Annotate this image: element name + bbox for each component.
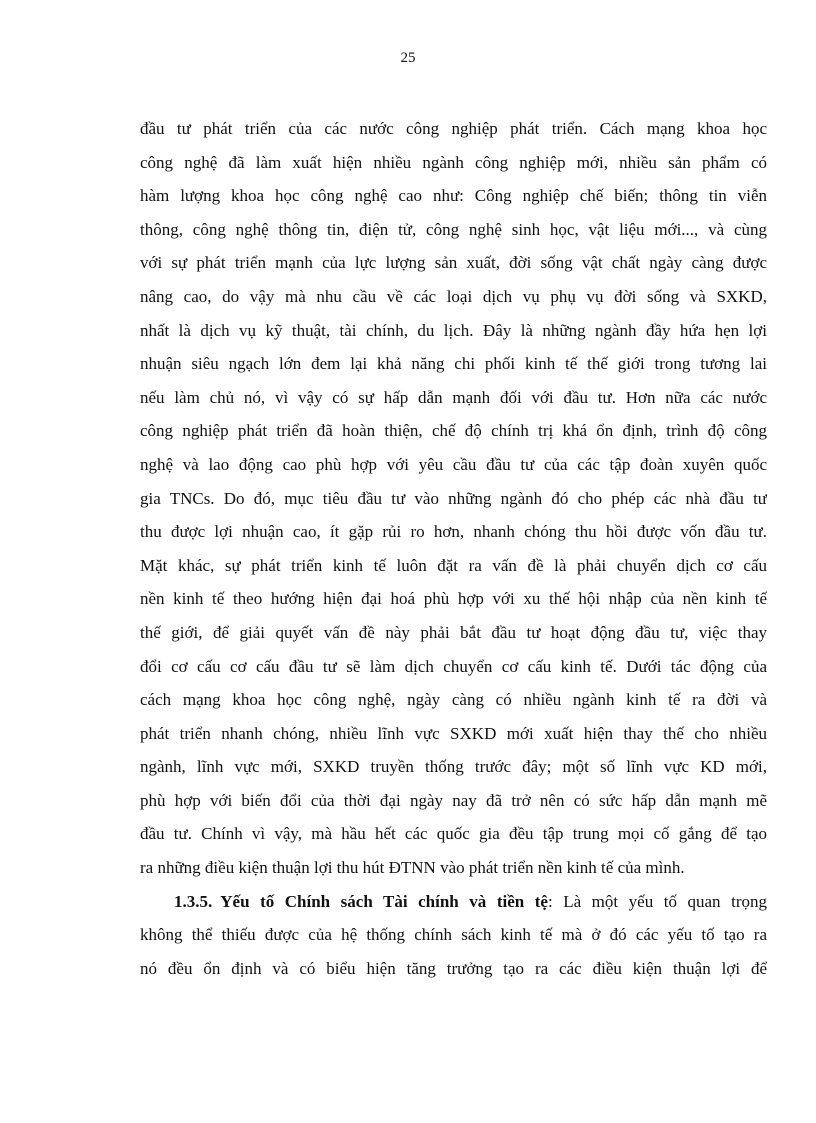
text-line: phù hợp với biến đổi của thời đại ngày nay đã trở nên có sức hấp dẫn mạnh mẽ — [140, 790, 767, 810]
section-intro-text: : Là một yếu tố quan trọng — [547, 891, 767, 911]
section-title: Yếu tố Chính sách Tài chính và tiền tệ — [220, 891, 548, 911]
text-line: cách mạng khoa học công nghệ, ngày càng có nhiều ngành kinh tế ra đời và — [140, 690, 767, 710]
section-heading-line — [140, 885, 767, 919]
text-line: nhất là dịch vụ kỹ thuật, tài chính, du lịch. Đây là những ngành đầy hứa hẹn lợi — [140, 320, 767, 340]
text-line: không thể thiếu được của hệ thống chính sách kinh tế mà ở đó các yếu tố tạo ra — [140, 925, 767, 945]
paragraph-investment-development — [140, 112, 767, 885]
text-line: phát triển nhanh chóng, nhiều lĩnh vực SXKD mới xuất hiện thay thế cho nhiều — [140, 723, 767, 743]
text-line: thông, công nghệ thông tin, điện tử, công nghệ sinh học, vật liệu mới..., và cùng — [140, 219, 767, 239]
text-line: công nghiệp phát triển đã hoàn thiện, chế độ chính trị khá ổn định, trình độ công — [140, 421, 767, 441]
text-line: với sự phát triển mạnh của lực lượng sản xuất, đời sống vật chất ngày càng được — [140, 253, 767, 273]
text-line: thế giới, để giải quyết vấn đề này phải bắt đầu tư hoạt động đầu tư, việc thay — [140, 622, 767, 642]
text-line: Mặt khác, sự phát triển kinh tế luôn đặt ra vấn đề là phải chuyển dịch cơ cấu — [140, 555, 767, 575]
text-line: nó đều ổn định và có biểu hiện tăng trưởng tạo ra các điều kiện thuận lợi để — [140, 958, 767, 978]
text-line: đầu tư phát triển của các nước công nghiệp phát triển. Cách mạng khoa học — [140, 119, 767, 138]
text-line: công nghệ đã làm xuất hiện nhiều ngành công nghiệp mới, nhiều sản phẩm có — [140, 152, 767, 172]
text-line: nền kinh tế theo hướng hiện đại hoá phù hợp với xu thế hội nhập của nền kinh tế — [140, 589, 767, 609]
text-line: nếu làm chủ nó, vì vậy có sự hấp dẫn mạnh đối với đầu tư. Hơn nữa các nước — [140, 387, 767, 407]
section-paragraph — [140, 918, 767, 985]
text-line: ngành, lĩnh vực mới, SXKD truyền thống trước đây; một số lĩnh vực KD mới, — [140, 757, 767, 777]
section-heading — [174, 892, 548, 911]
text-line: đầu tư. Chính vì vậy, mà hầu hết các quốc gia đều tập trung mọi cố gắng để tạo — [140, 824, 767, 844]
text-line: hàm lượng khoa học công nghệ cao như: Công nghiệp chế biến; thông tin viễn — [140, 186, 767, 206]
text-line: nâng cao, do vậy mà nhu cầu về các loại dịch vụ phụ vụ đời sống và SXKD, — [140, 286, 767, 306]
text-line: nhuận siêu ngạch lớn đem lại khả năng chi phối kinh tế thế giới trong tương lai — [140, 354, 767, 374]
text-line: gia TNCs. Do đó, mục tiêu đầu tư vào những ngành đó cho phép các nhà đầu tư — [140, 488, 767, 508]
page-number: 25 — [400, 50, 416, 66]
text-line: thu được lợi nhuận cao, ít gặp rủi ro hơn, nhanh chóng thu hồi được vốn đầu tư. — [140, 522, 767, 542]
text-line: đổi cơ cấu cơ cấu đầu tư sẽ làm dịch chuyển cơ cấu kinh tế. Dưới tác động của — [140, 656, 767, 676]
text-line: nghệ và lao động cao phù hợp với yêu cầu đầu tư của các tập đoàn xuyên quốc — [140, 454, 767, 474]
section-number: 1.3.5. — [174, 891, 213, 911]
text-line: ra những điều kiện thuận lợi thu hút ĐTNN vào phát triển nền kinh tế của mình. — [140, 858, 685, 878]
body-text — [140, 112, 767, 985]
